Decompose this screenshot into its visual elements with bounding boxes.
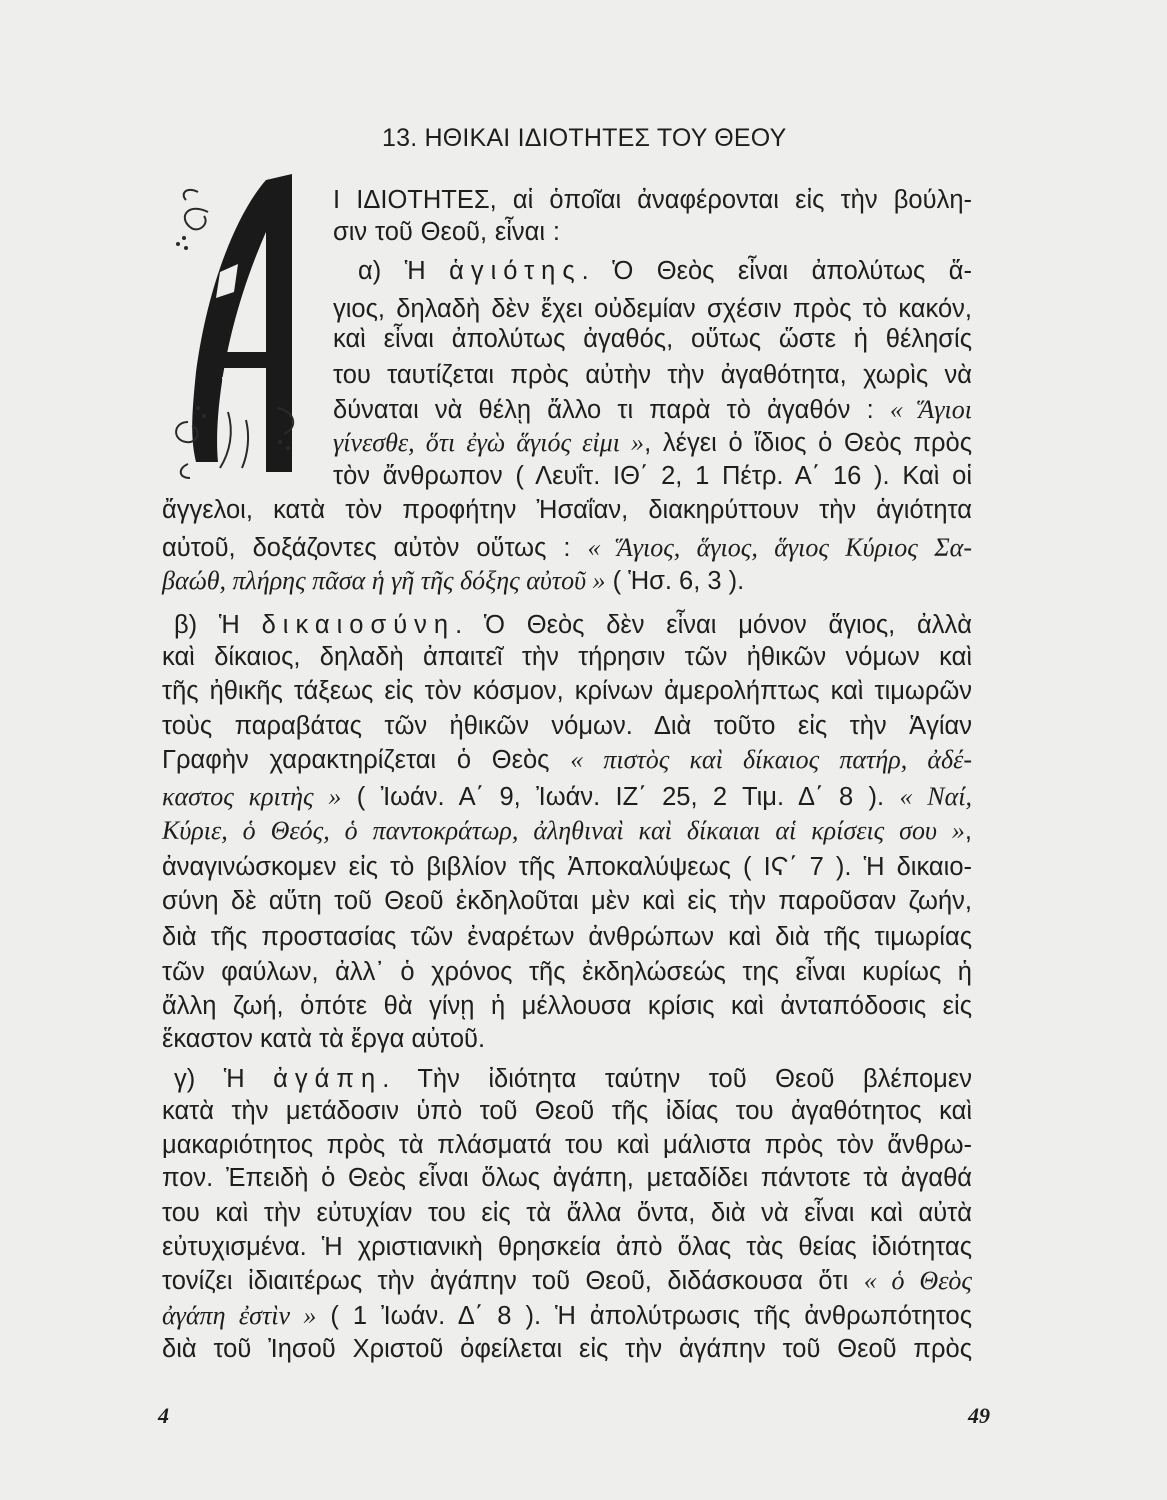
italic-quote: βαώθ, πλήρης πᾶσα ἡ γῆ τῆς δόξης αὐτοῦ » xyxy=(162,566,606,595)
text-line xyxy=(162,782,972,812)
text-line xyxy=(162,1130,972,1160)
text-run: τονίζει ἰδιαιτέρως τὴν ἀγάπην τοῦ Θεοῦ, διδάσκουσα ὅτι xyxy=(162,1267,864,1295)
text-line xyxy=(162,495,972,525)
drop-cap-ornament xyxy=(168,172,298,482)
text-run: καὶ δίκαιος, δηλαδὴ ἀπαιτεῖ τὴν τήρησιν τῶν ἠθικῶν νόμων καὶ xyxy=(162,643,972,671)
text-line xyxy=(174,1064,972,1094)
text-line xyxy=(358,256,972,286)
text-line xyxy=(162,1266,972,1296)
text-line xyxy=(162,745,972,775)
spaced-term: ἀγάπη xyxy=(273,1065,383,1093)
text-line xyxy=(162,991,972,1021)
page-number: 49 xyxy=(968,1403,990,1428)
italic-quote: « Ἅγιος, ἅγιος, ἅγιος Κύριος Σα- xyxy=(587,533,972,562)
section-heading: 13. ΗΘΙΚΑΙ ΙΔΙΟΤΗΤΕΣ ΤΟΥ ΘΕΟΥ xyxy=(382,124,787,152)
italic-quote: Κύριε, ὁ Θεός, ὁ παντοκράτωρ, ἀληθιναὶ καὶ δίκαιαι αἱ κρίσεις σου » xyxy=(162,816,965,845)
text-run: ( Ἡσ. 6, 3 ). xyxy=(605,567,745,595)
text-line xyxy=(162,1301,972,1331)
italic-quote: καστος κριτὴς » xyxy=(162,782,342,811)
text-line xyxy=(333,395,972,425)
text-run: , λέγει ὁ ἴδιος ὁ Θεὸς πρὸς xyxy=(644,429,972,457)
italic-quote: « Ἅγιοι xyxy=(889,395,972,424)
text-line xyxy=(333,360,972,390)
text-line xyxy=(174,610,972,640)
text-run: . Ὁ Θεὸς εἶναι ἀπολύτως ἅ- xyxy=(581,257,972,285)
text-line xyxy=(162,642,972,672)
text-run: του καὶ τὴν εὐτυχίαν του εἰς τὰ ἄλλα ὄντα, διὰ νὰ εἶναι καὶ αὐτὰ xyxy=(162,1199,972,1227)
text-run: καὶ εἶναι ἀπολύτως ἀγαθός, οὕτως ὥστε ἡ θέλησίς xyxy=(333,325,972,353)
text-run: Ι ΙΔΙΟΤΗΤΕΣ, αἱ ὁποῖαι ἀναφέρονται εἰς τὴν βούλη- xyxy=(333,186,972,214)
text-run: α) Ἡ xyxy=(358,257,450,285)
text-run: διὰ τῆς προστασίας τῶν ἐναρέτων ἀνθρώπων καὶ διὰ τῆς τιμωρίας xyxy=(162,923,972,951)
text-line xyxy=(162,852,972,882)
text-run: . Ὁ Θεὸς δὲν εἶναι μόνον ἅγιος, ἀλλὰ xyxy=(455,611,972,639)
text-line xyxy=(162,1334,972,1364)
text-line xyxy=(333,428,972,458)
text-run: , xyxy=(964,817,972,845)
text-line xyxy=(333,294,972,324)
text-run: διὰ τοῦ Ἰησοῦ Χριστοῦ ὀφείλεται εἰς τὴν ἀγάπην τοῦ Θεοῦ πρὸς xyxy=(162,1335,972,1363)
text-run: γιος, δηλαδὴ δὲν ἔχει οὐδεμίαν σχέσιν πρὸς τὸ κακόν, xyxy=(333,295,972,323)
italic-quote: « Ναί, xyxy=(899,782,972,811)
spaced-term: ἁγιότης xyxy=(449,257,582,285)
text-line xyxy=(162,1096,972,1126)
text-run: ἕκαστον κατὰ τὰ ἔργα αὐτοῦ. xyxy=(162,1025,486,1053)
text-line xyxy=(162,1198,972,1228)
text-run: αὐτοῦ, δοξάζοντες αὐτὸν οὕτως : xyxy=(162,534,588,562)
text-line xyxy=(333,217,560,247)
text-line xyxy=(162,1163,972,1193)
text-line xyxy=(162,533,972,563)
text-run: σιν τοῦ Θεοῦ, εἶναι : xyxy=(333,218,560,246)
text-run: δύναται νὰ θέλῃ ἄλλο τι παρὰ τὸ ἀγαθόν : xyxy=(333,396,890,424)
text-run: τὸν ἄνθρωπον ( Λευΐτ. ΙΘ΄ 2, 1 Πέτρ. Α΄ 16 ). Καὶ οἱ xyxy=(333,462,972,490)
italic-quote: « πιστὸς καὶ δίκαιος πατήρ, ἀδέ- xyxy=(570,745,972,774)
italic-quote: γίνεσθε, ὅτι ἐγὼ ἅγιός εἰμι » xyxy=(333,428,645,457)
text-line xyxy=(162,566,745,596)
text-line xyxy=(162,957,972,987)
text-line xyxy=(162,816,972,846)
text-line xyxy=(162,711,972,741)
italic-quote: « ὁ Θεὸς xyxy=(863,1266,972,1295)
text-run: εὐτυχισμένα. Ἡ χριστιανικὴ θρησκεία ἀπὸ ὅλας τὰς θείας ἰδιότητας xyxy=(162,1233,972,1261)
text-run: κατὰ τὴν μετάδοσιν ὑπὸ τοῦ Θεοῦ τῆς ἰδίας του ἀγαθότητος καὶ xyxy=(162,1097,972,1125)
text-run: Γραφὴν χαρακτηρίζεται ὁ Θεὸς xyxy=(162,746,571,774)
text-line xyxy=(162,886,972,916)
text-line xyxy=(162,1232,972,1262)
text-run: ἀναγινώσκομεν εἰς τὸ βιβλίον τῆς Ἀποκαλύψεως ( ΙϚ΄ 7 ). Ἡ δικαιο- xyxy=(162,853,972,881)
text-run: . Τὴν ἰδιότητα ταύτην τοῦ Θεοῦ βλέπομεν xyxy=(382,1065,972,1093)
text-run: γ) Ἡ xyxy=(174,1065,274,1093)
text-run: ἄγγελοι, κατὰ τὸν προφήτην Ἠσαΐαν, διακηρύττουν τὴν ἁγιότητα xyxy=(162,496,972,524)
text-line xyxy=(162,676,972,706)
text-run: β) Ἡ xyxy=(174,611,262,639)
spaced-term: δικαιοσύνη xyxy=(261,611,456,639)
text-line xyxy=(333,185,972,215)
text-run: ( 1 Ἰωάν. Δ΄ 8 ). Ἡ ἀπολύτρωσις τῆς ἀνθρωπότητος xyxy=(316,1302,972,1330)
text-run: ἄλλη ζωή, ὁπότε θὰ γίνῃ ἡ μέλλουσα κρίσις καὶ ἀνταπόδοσις εἰς xyxy=(162,992,972,1020)
text-line xyxy=(333,324,972,354)
signature-mark: 4 xyxy=(158,1403,169,1428)
text-run: σύνη δὲ αὕτη τοῦ Θεοῦ ἐκδηλοῦται μὲν καὶ εἰς τὴν παροῦσαν ζωήν, xyxy=(162,887,972,915)
text-run: μακαριότητος πρὸς τὰ πλάσματά του καὶ μάλιστα πρὸς τὸν ἄνθρω- xyxy=(162,1131,972,1159)
italic-quote: ἀγάπη ἐστὶν » xyxy=(162,1301,317,1330)
text-line xyxy=(333,461,972,491)
text-run: τοὺς παραβάτας τῶν ἠθικῶν νόμων. Διὰ τοῦτο εἰς τὴν Ἁγίαν xyxy=(162,712,972,740)
text-line xyxy=(162,922,972,952)
text-line xyxy=(162,1024,560,1054)
text-run: ( Ἰωάν. Α΄ 9, Ἰωάν. ΙΖ΄ 25, 2 Τιμ. Δ΄ 8 ). xyxy=(341,783,900,811)
text-run: του ταυτίζεται πρὸς αὐτὴν τὴν ἀγαθότητα, χωρὶς νὰ xyxy=(333,361,972,389)
text-run: πον. Ἐπειδὴ ὁ Θεὸς εἶναι ὅλως ἀγάπη, μεταδίδει πάντοτε τὰ ἀγαθά xyxy=(162,1164,972,1192)
text-run: τῆς ἠθικῆς τάξεως εἰς τὸν κόσμον, κρίνων ἀμερολήπτως καὶ τιμωρῶν xyxy=(162,677,972,705)
text-run: τῶν φαύλων, ἀλλ᾽ ὁ χρόνος τῆς ἐκδηλώσεώς της εἶναι κυρίως ἡ xyxy=(162,958,972,986)
